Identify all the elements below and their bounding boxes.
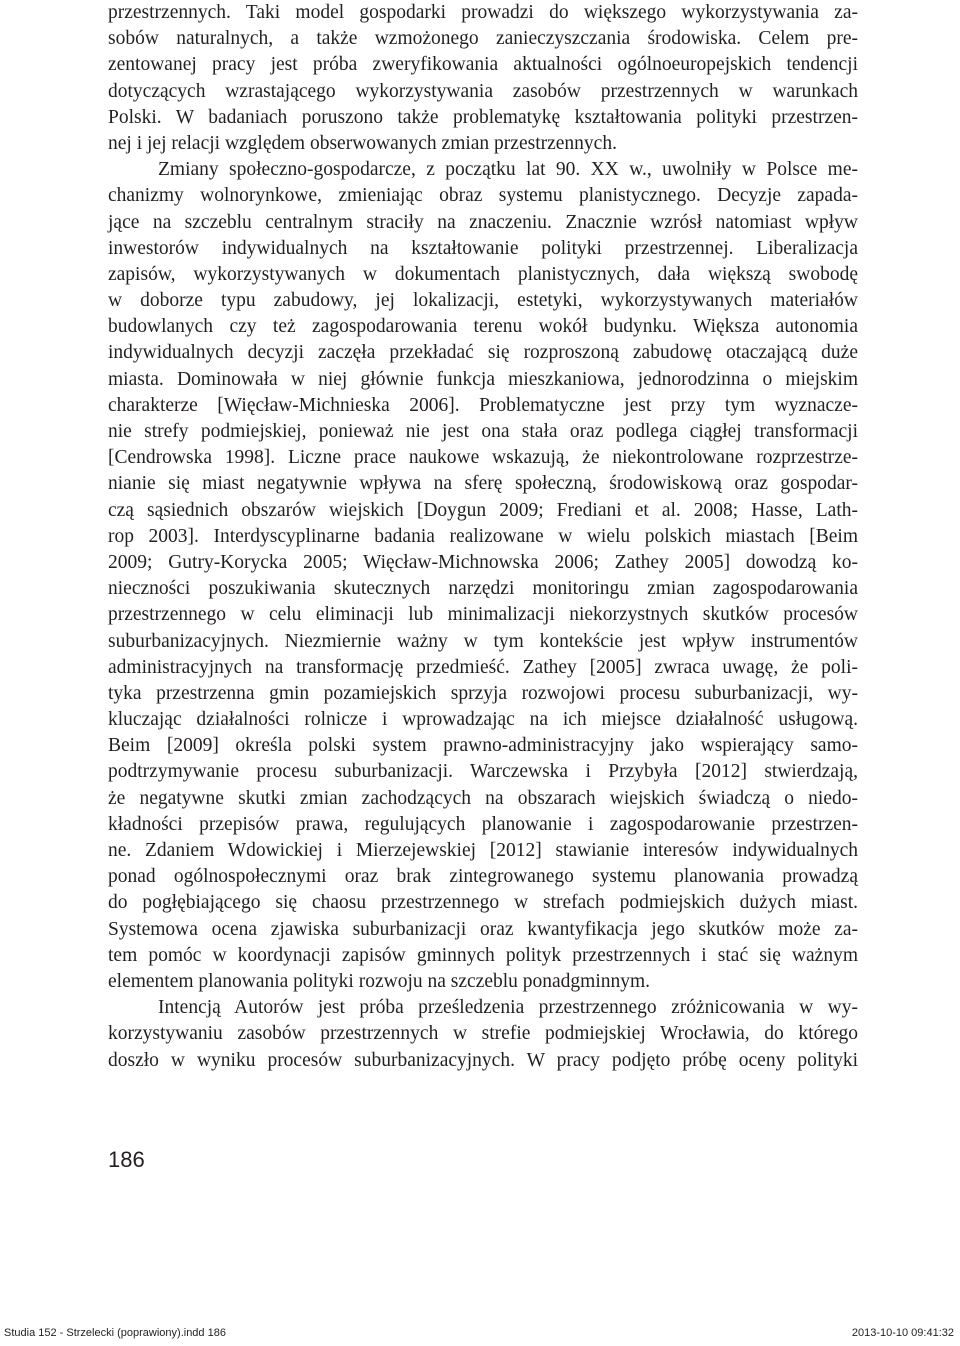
text-line: administracyjnych na transformację przedmieść. Zathey [2005] zwraca uwagę, że poli- [108, 656, 858, 678]
text-line: nieczności poszukiwania skutecznych narzędzi monitoringu zmian zagospodarowania [108, 578, 858, 600]
text-line: jące na szczeblu centralnym straciły na znaczeniu. Znacznie wzrósł natomiast wpływ [108, 211, 858, 233]
text-line: Beim [2009] określa polski system prawno-administracyjny jako wspierający samo- [108, 735, 858, 757]
text-line: budowlanych czy też zagospodarowania terenu wokół budynku. Większa autonomia [108, 316, 858, 338]
text-line: w doborze typu zabudowy, jej lokalizacji, estetyki, wykorzystywanych materiałów [108, 290, 858, 312]
text-line: dotyczących wzrastającego wykorzystywania zasobów przestrzennych w warunkach [108, 80, 858, 102]
text-line: Zmiany społeczno-gospodarcze, z początku lat 90. XX w., uwolniły w Polsce me- [158, 159, 858, 181]
text-line: że negatywne skutki zmian zachodzących na obszarach wiejskich świadczą o niedo- [108, 787, 858, 809]
text-line: kładności przepisów prawa, regulujących planowanie i zagospodarowanie przestrzen- [108, 813, 858, 835]
text-line: kluczając działalności rolnicze i wprowadzając na ich miejsce działalność usługową. [108, 709, 858, 731]
text-line: 2009; Gutry-Korycka 2005; Więcław-Michnowska 2006; Zathey 2005] dowodzą ko- [108, 551, 858, 573]
text-line: charakterze [Więcław-Michnieska 2006]. Problematyczne jest przy tym wyznacze- [108, 394, 858, 416]
text-line: tem pomóc w koordynacji zapisów gminnych polityk przestrzennych i stać się ważnym [108, 944, 858, 966]
text-line: Intencją Autorów jest próba prześledzenia przestrzennego zróżnicowania w wy- [158, 997, 858, 1019]
text-line: sobów naturalnych, a także wzmożonego zanieczyszczania środowiska. Celem pre- [108, 28, 858, 50]
text-line: ponad ogólnospołecznymi oraz brak zintegrowanego systemu planowania prowadzą [108, 866, 858, 888]
page-number: 186 [108, 1147, 145, 1172]
text-line: zapisów, wykorzystywanych w dokumentach planistycznych, dała większą swobodę [108, 263, 858, 285]
text-line: nianie się miast negatywnie wpływa na sferę społeczną, środowiskową oraz gospodar- [108, 473, 858, 495]
text-line: Polski. W badaniach poruszono także problematykę kształtowania polityki przestrzen- [108, 106, 858, 128]
text-line: elementem planowania polityki rozwoju na szczeblu ponadgminnym. [108, 970, 651, 992]
body-text [108, 0, 858, 1074]
print-slug-timestamp: 2013-10-10 09:41:32 [851, 1327, 954, 1339]
text-line: czą sąsiednich obszarów wiejskich [Doygun 2009; Frediani et al. 2008; Hasse, Lath- [108, 499, 858, 521]
text-line: nej i jej relacji względem obserwowanych zmian przestrzennych. [108, 132, 617, 154]
text-line: przestrzennych. Taki model gospodarki prowadzi do większego wykorzystywania za- [108, 2, 858, 23]
text-line: ne. Zdaniem Wdowickiej i Mierzejewskiej [2012] stawianie interesów indywidualnych [108, 840, 858, 861]
text-line: suburbanizacyjnych. Niezmiernie ważny w tym kontekście jest wpływ instrumentów [108, 630, 858, 652]
text-line: Systemowa ocena zjawiska suburbanizacji oraz kwantyfikacja jego skutków może za- [108, 918, 858, 940]
text-line: doszło w wyniku procesów suburbanizacyjnych. W pracy podjęto próbę oceny polityki [108, 1049, 858, 1071]
text-line: podtrzymywanie procesu suburbanizacji. Warczewska i Przybyła [2012] stwierdzają, [108, 761, 858, 783]
text-line: rop 2003]. Interdyscyplinarne badania realizowane w wielu polskich miastach [Beim [108, 525, 858, 547]
text-line: do pogłębiającego się chaosu przestrzennego w strefach podmiejskich dużych miast. [108, 892, 858, 914]
text-line: miasta. Dominowała w niej głównie funkcja mieszkaniowa, jednorodzinna o miejskim [108, 368, 858, 390]
text-line: nie strefy podmiejskiej, ponieważ nie jest ona stała oraz podlega ciągłej transformacji [108, 421, 858, 442]
text-line: inwestorów indywidualnych na kształtowanie polityki przestrzennej. Liberalizacja [108, 237, 858, 259]
print-slug-file: Studia 152 - Strzelecki (poprawiony).indd 186 [4, 1327, 226, 1339]
text-line: indywidualnych decyzji zaczęła przekładać się rozproszoną zabudowę otaczającą duże [108, 342, 858, 364]
text-line: chanizmy wolnorynkowe, zmieniając obraz systemu planistycznego. Decyzje zapada- [108, 185, 858, 207]
text-line: korzystywaniu zasobów przestrzennych w strefie podmiejskiej Wrocławia, do którego [108, 1023, 858, 1045]
text-line: przestrzennego w celu eliminacji lub minimalizacji niekorzystnych skutków procesów [108, 604, 858, 626]
text-line: zentowanej pracy jest próba zweryfikowania aktualności ogólnoeuropejskich tendencji [108, 54, 858, 76]
text-line: [Cendrowska 1998]. Liczne prace naukowe wskazują, że niekontrolowane rozprzestrze- [108, 447, 858, 469]
text-line: tyka przestrzenna gmin pozamiejskich sprzyja rozwojowi procesu suburbanizacji, wy- [108, 682, 858, 704]
